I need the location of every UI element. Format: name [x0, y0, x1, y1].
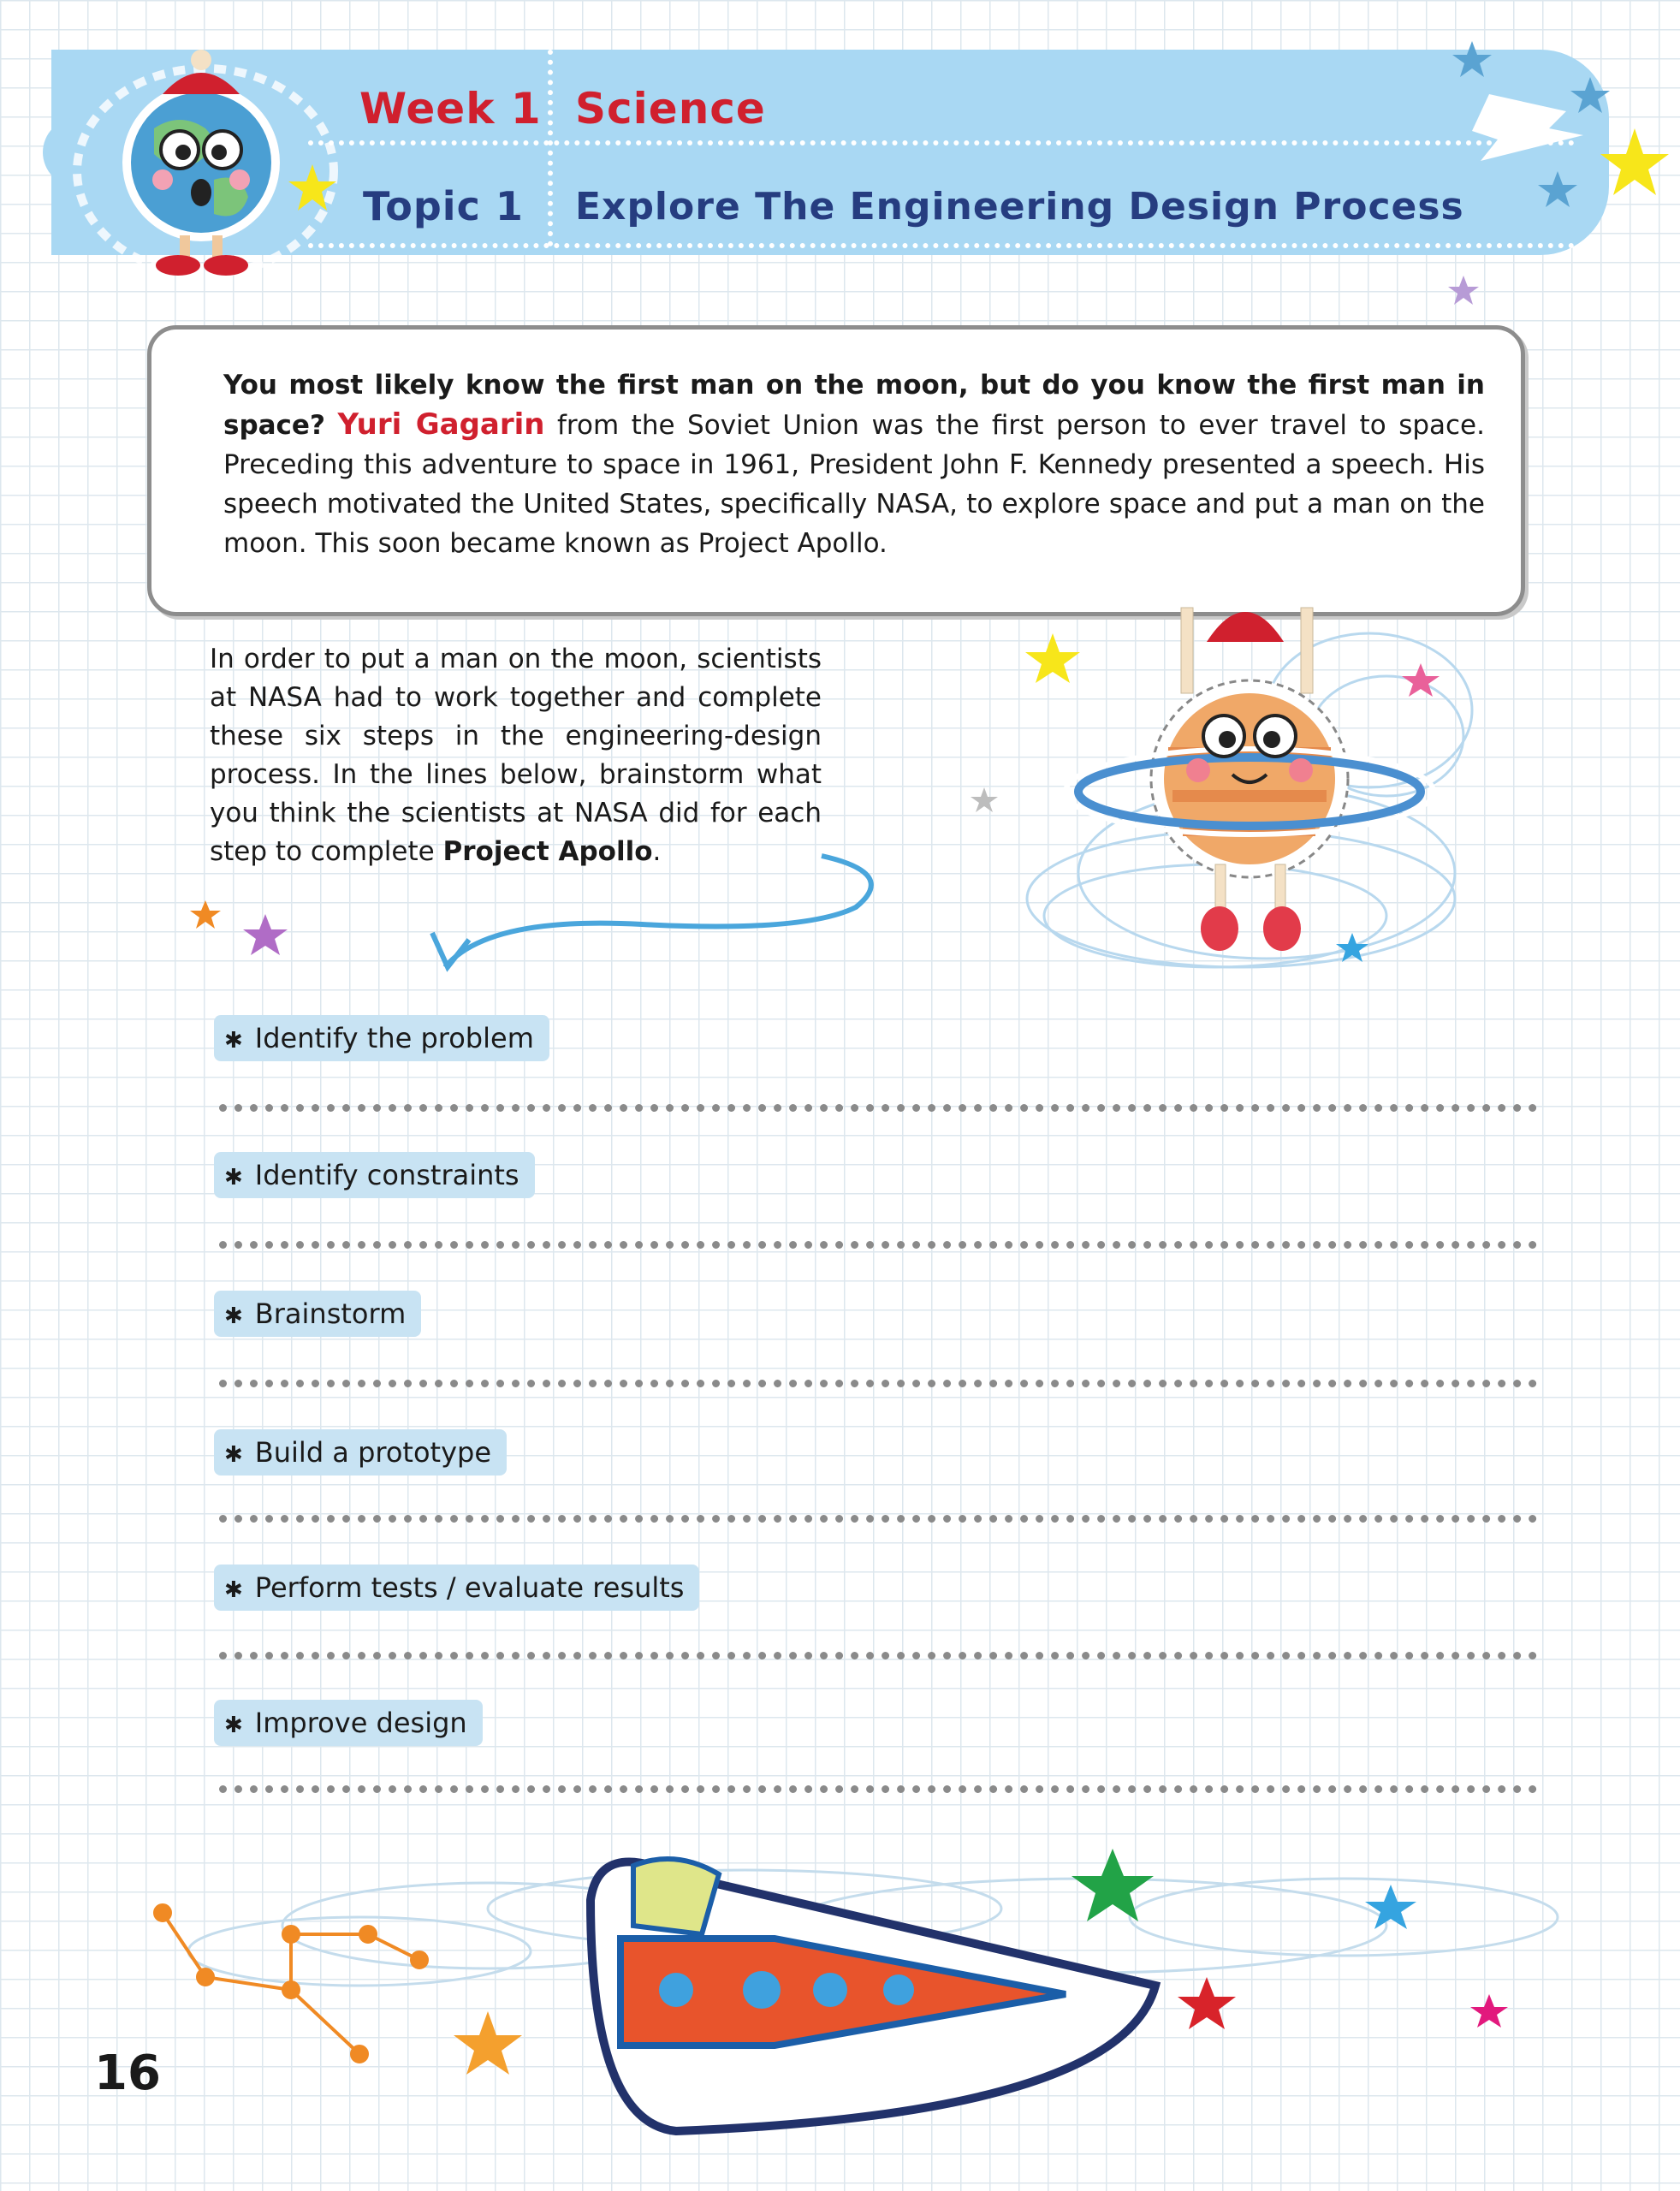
- instructions-period: .: [652, 836, 662, 867]
- intro-lead-question: You most likely know the first man on the moon, but do you know the first man in space?: [223, 370, 1485, 441]
- project-apollo-bold: Project Apollo: [442, 836, 653, 867]
- instructions-text: In order to put a man on the moon, scientists at NASA had to work together and complete these six steps in the engineering-design process. In the lines below, brainstorm what you think the scientists at NASA did for each step to complete: [210, 644, 822, 867]
- step-label-text: Improve design: [254, 1707, 467, 1739]
- step-label-text: Build a prototype: [254, 1436, 492, 1469]
- bullet-icon: ✱: [224, 1028, 243, 1054]
- small-purple-star-icon: [1446, 274, 1481, 308]
- step-label-text: Perform tests / evaluate results: [254, 1571, 685, 1604]
- answer-line[interactable]: [219, 1515, 1537, 1523]
- banner-bottom-dots: [308, 243, 1575, 248]
- banner-vertical-dots: [548, 50, 553, 246]
- curved-arrow-icon: [419, 847, 899, 1001]
- instructions-paragraph: [210, 640, 822, 871]
- topic-title: Explore The Engineering Design Process: [575, 185, 1464, 229]
- step-label-text: Brainstorm: [254, 1297, 407, 1330]
- intro-body-text: from the Soviet Union was the first person to ever travel to space. Preceding this adventure to space in 1961, President John F. Kennedy presented a speech. His speech motivated the United States, specifically NASA, to explore space and put a man on the moon. This soon became known as Project Apollo.: [223, 410, 1485, 559]
- bullet-icon: ✱: [224, 1442, 243, 1468]
- step-label-text: Identify constraints: [254, 1159, 519, 1191]
- step-brainstorm: [214, 1291, 421, 1337]
- answer-line[interactable]: [219, 1652, 1537, 1660]
- step-build-prototype: [214, 1429, 507, 1476]
- answer-line[interactable]: [219, 1104, 1537, 1112]
- bullet-icon: ✱: [224, 1713, 243, 1738]
- page-number: 16: [94, 2046, 161, 2101]
- step-label-text: Identify the problem: [254, 1022, 534, 1054]
- saturn-character-illustration: [959, 591, 1540, 993]
- step-perform-tests: [214, 1565, 699, 1611]
- intro-callout-box: [147, 325, 1525, 616]
- answer-line[interactable]: [219, 1380, 1537, 1387]
- footer-decoration: [145, 1823, 1583, 2097]
- small-stars-decoration: [188, 899, 291, 967]
- header-stars-decoration: [1438, 34, 1680, 257]
- answer-line[interactable]: [219, 1785, 1537, 1793]
- step-improve-design: [214, 1700, 483, 1746]
- banner-divider-dots: [308, 140, 1575, 145]
- intro-highlight-name: Yuri Gagarin: [337, 407, 545, 442]
- step-identify-problem: [214, 1015, 549, 1061]
- week-label: Week 1: [359, 84, 542, 134]
- yellow-star-icon: [287, 163, 338, 214]
- bullet-icon: ✱: [224, 1165, 243, 1191]
- topic-label: Topic 1: [363, 183, 524, 229]
- step-identify-constraints: [214, 1152, 535, 1198]
- earth-mascot-illustration: [60, 34, 334, 274]
- bullet-icon: ✱: [224, 1303, 243, 1329]
- answer-line[interactable]: [219, 1241, 1537, 1249]
- subject-title: Science: [575, 84, 766, 134]
- bullet-icon: ✱: [224, 1577, 243, 1603]
